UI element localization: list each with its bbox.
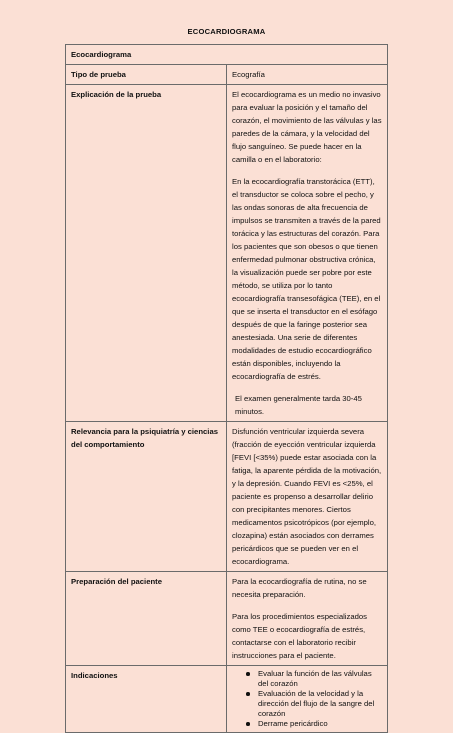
row-paragraph: Ecografía: [232, 70, 265, 79]
table-row-tipo: [66, 65, 388, 85]
row-label: Indicaciones: [66, 666, 227, 733]
table-header: Ecocardiograma: [66, 45, 388, 65]
row-content: [227, 572, 388, 666]
table-header-row: [66, 45, 388, 65]
row-label: Explicación de la prueba: [66, 85, 227, 422]
row-paragraph: El ecocardiograma es un medio no invasivo para evaluar la posición y el tamaño del corazón, el movimiento de las válvulas y las paredes de la cámara, y la velocidad del flujo sanguíneo. Se puede hacer en la camilla o en el laboratorio:: [232, 90, 382, 164]
table-row-preparacion: [66, 572, 388, 666]
row-content: [227, 422, 388, 572]
table-row-explicacion: [66, 85, 388, 422]
row-paragraph: Para la ecocardiografía de rutina, no se necesita preparación.: [232, 577, 367, 599]
row-content: [227, 85, 388, 422]
bullet-item: Evaluación de la velocidad y la dirección del flujo de la sangre del corazón: [246, 689, 382, 719]
bullet-list: [232, 669, 382, 729]
table-row-indicaciones: [66, 666, 388, 733]
row-paragraph: Disfunción ventricular izquierda severa (fracción de eyección ventricular izquierda [FEVI [<35%) puede estar asociada con la fatiga, la aparente pérdida de la motivación, y la depresión. Cuando FEVI es <25%, el paciente es propenso a desarrollar delirio con precipitantes menores. Ciertos medicamentos psicotrópicos (por ejemplo, clozapina) están asociados con derrames pericárdicos que se pueden ver en el ecocardiograma.: [232, 427, 382, 566]
row-content: [227, 666, 388, 733]
bullet-item: Evaluar la función de las válvulas del corazón: [246, 669, 382, 689]
row-paragraph: El examen generalmente tarda 30-45 minutos.: [235, 394, 362, 416]
row-paragraph: Para los procedimientos especializados como TEE o ecocardiografía de estrés, contactarse con el laboratorio recibir instrucciones para el paciente.: [232, 612, 368, 660]
bullet-item: Derrame pericárdico: [246, 719, 382, 729]
row-content: [227, 65, 388, 85]
exam-table: [65, 44, 388, 733]
row-paragraph: En la ecocardiografía transtorácica (ETT), el transductor se coloca sobre el pecho, y las ondas sonoras de alta frecuencia de impulsos se transmiten a través de la pared torácica y las estructuras del corazón. Para los pacientes que son obesos o que tienen enfermedad pulmonar obstructiva crónica, la visualización puede ser pobre por este método, se utiliza por lo tanto ecocardiografía transesofágica (TEE), en el que se inserta el transductor en el esófago después de que la faringe posterior sea anestesiada. Una serie de diferentes modalidades de estudio ecocardiográfico están disponibles, incluyendo la ecocardiografía de estrés.: [232, 177, 381, 381]
table-row-relevancia: [66, 422, 388, 572]
row-label: Relevancia para la psiquiatría y ciencias del comportamiento: [66, 422, 227, 572]
row-label: Preparación del paciente: [66, 572, 227, 666]
row-label: Tipo de prueba: [66, 65, 227, 85]
document-title: ECOCARDIOGRAMA: [187, 27, 266, 36]
